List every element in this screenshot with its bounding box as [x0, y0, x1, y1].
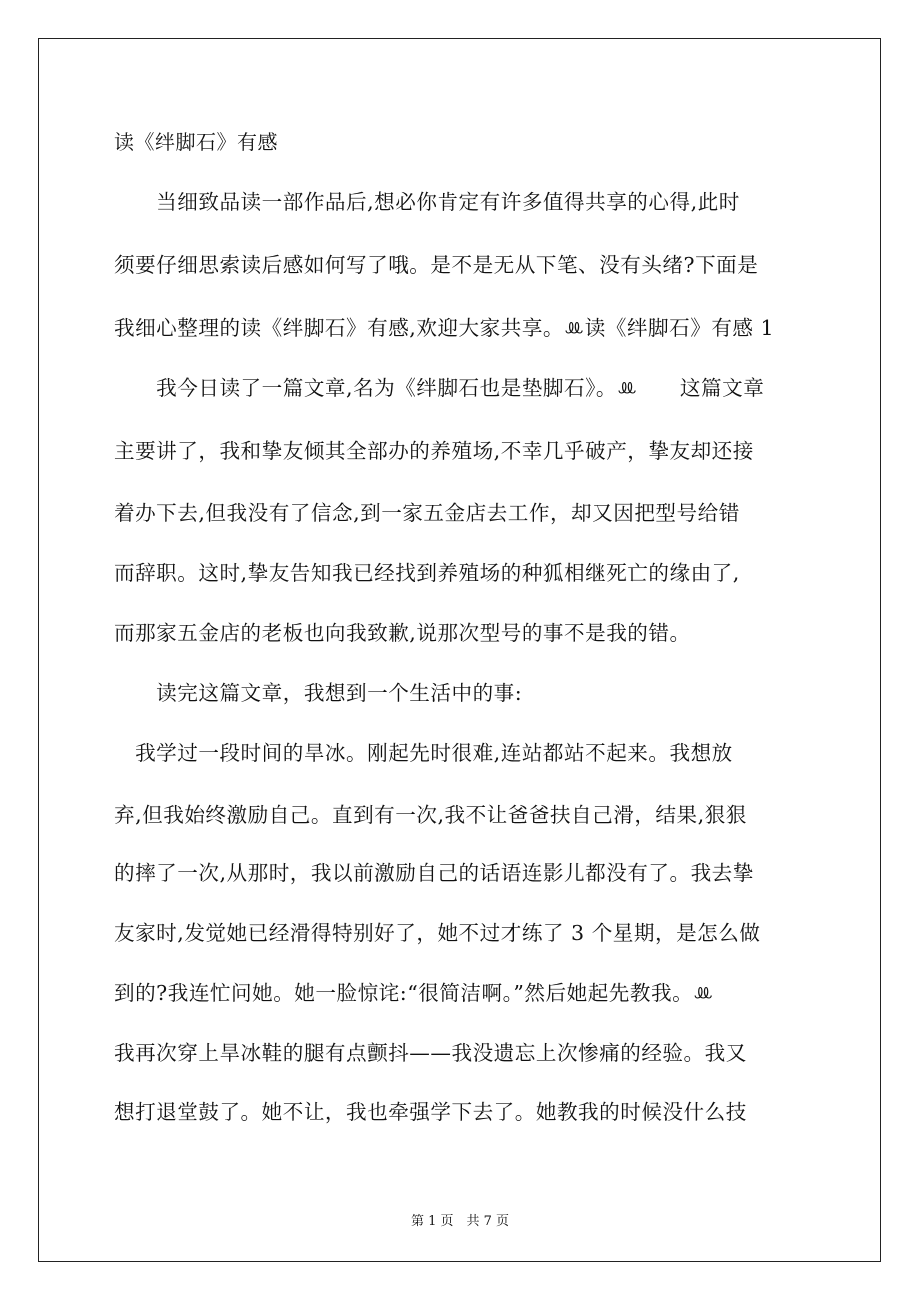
paragraph-line: 我今日读了一篇文章,名为《绊脚石也是垫脚石》。ꔛ 这篇文章 — [114, 376, 765, 400]
paragraph-line: 当细致品读一部作品后,想必你肯定有许多值得共享的心得,此时 — [114, 190, 740, 214]
paragraph-line: 到的?我连忙问她。她一脸惊诧:“很简洁啊。”然后她起先教我。ꔛ — [114, 981, 714, 1005]
paragraph-line: 而辞职。这时,挚友告知我已经找到养殖场的种狐相继死亡的缘由了, — [114, 561, 740, 585]
document-title: 读《绊脚石》有感 — [114, 130, 278, 154]
paragraph-line: 着办下去,但我没有了信念,到一家五金店去工作，却又因把型号给错 — [114, 501, 740, 525]
page-border — [38, 38, 881, 1262]
page-number-footer: 第 1 页 共 7 页 — [410, 1214, 510, 1229]
paragraph-line: 的摔了一次,从那时，我以前激励自己的话语连影儿都没有了。我去挚 — [114, 861, 754, 885]
paragraph-line: 想打退堂鼓了。她不让，我也牵强学下去了。她教我的时候没什么技 — [114, 1100, 747, 1124]
paragraph-line: 须要仔细思索读后感如何写了哦。是不是无从下笔、没有头绪?下面是 — [114, 253, 759, 277]
paragraph-line: 主要讲了，我和挚友倾其全部办的养殖场,不幸几乎破产，挚友却还接 — [114, 439, 754, 463]
paragraph-line: 我再次穿上旱冰鞋的腿有点颤抖——我没遗忘上次惨痛的经验。我又 — [114, 1041, 747, 1065]
paragraph-line: 我细心整理的读《绊脚石》有感,欢迎大家共享。ꔛ读《绊脚石》有感 1 — [114, 316, 775, 340]
paragraph-line: 弃,但我始终激励自己。直到有一次,我不让爸爸扶自己滑，结果,狠狠 — [114, 803, 747, 827]
paragraph-line: 友家时,发觉她已经滑得特别好了，她不过才练了 3 个星期，是怎么做 — [114, 921, 761, 945]
paragraph-line: 而那家五金店的老板也向我致歉,说那次型号的事不是我的错。 — [114, 621, 691, 645]
paragraph-line: 我学过一段时间的旱冰。刚起先时很难,连站都站不起来。我想放 — [114, 741, 733, 765]
paragraph-line: 读完这篇文章，我想到一个生活中的事: — [114, 681, 523, 705]
